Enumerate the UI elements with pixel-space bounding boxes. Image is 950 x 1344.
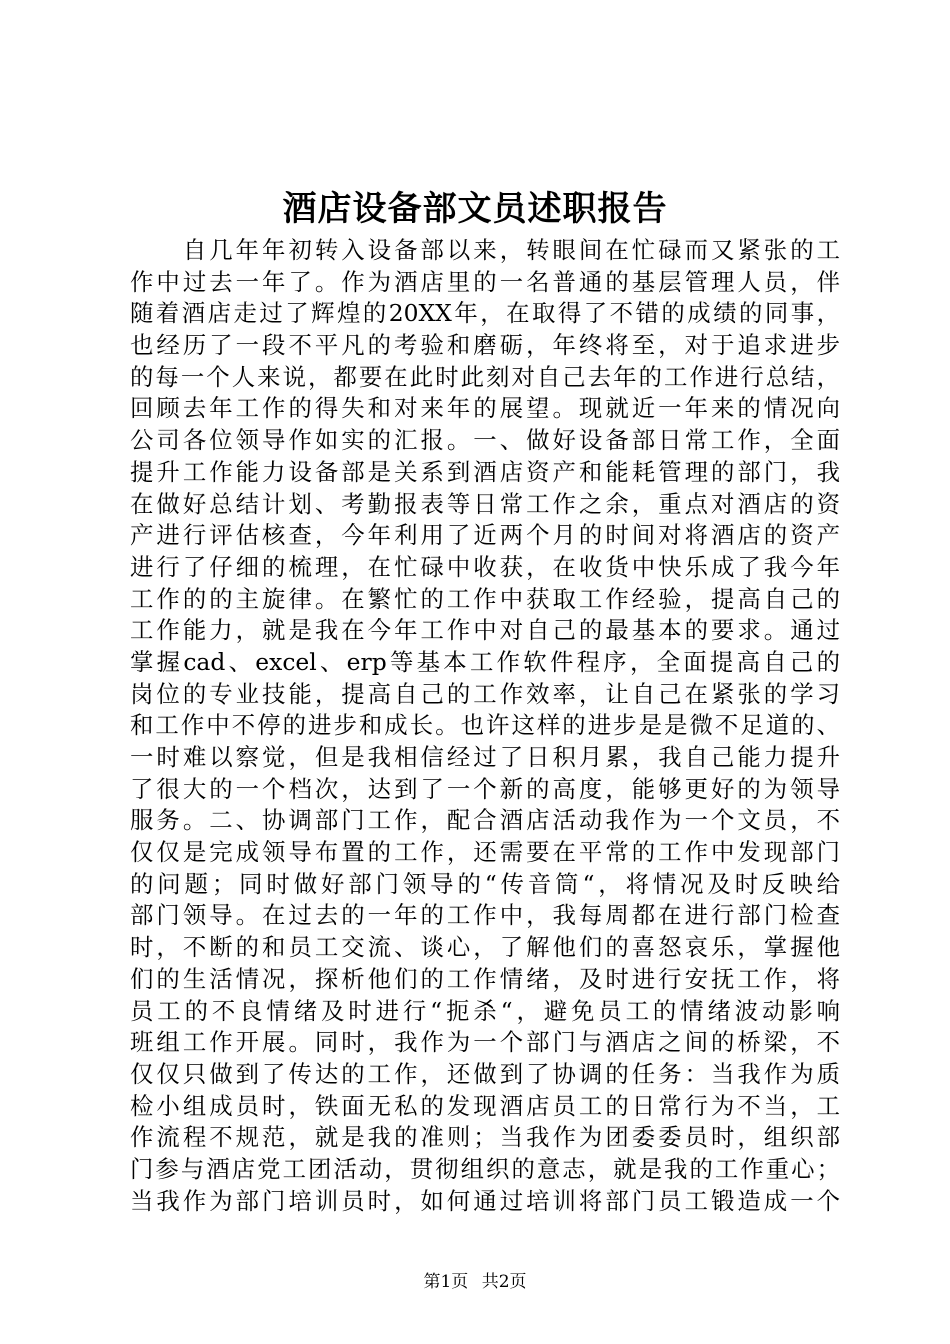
- body-text-line: 自几年年初转入设备部以来，转眼间在忙碌而又紧张的工: [130, 236, 840, 264]
- body-text-line: 仅仅只做到了传达的工作，还做到了协调的任务：当我作为质: [130, 1059, 840, 1088]
- body-text-line: 回顾去年工作的得失和对来年的展望。现就近一年来的情况向: [130, 394, 840, 423]
- body-text-line: 和工作中不停的进步和成长。也许这样的进步是是微不足道的、: [130, 711, 840, 740]
- body-text-line: 员工的不良情绪及时进行“扼杀“，避免员工的情绪波动影响: [130, 996, 840, 1025]
- body-text-line: 掌握cad、excel、erp等基本工作软件程序，全面提高自己的: [130, 647, 840, 676]
- body-text-line: 工作的的主旋律。在繁忙的工作中获取工作经验，提高自己的: [130, 584, 840, 613]
- document-title: 酒店设备部文员述职报告: [282, 189, 668, 229]
- body-text-line: 作流程不规范，就是我的准则；当我作为团委委员时，组织部: [130, 1123, 840, 1152]
- body-text-line: 当我作为部门培训员时，如何通过培训将部门员工锻造成一个: [130, 1186, 840, 1215]
- body-text-line: 的每一个人来说，都要在此时此刻对自己去年的工作进行总结，: [130, 362, 840, 391]
- body-text-line: 服务。二、协调部门工作，配合酒店活动我作为一个文员，不: [130, 806, 840, 835]
- body-text-line: 的问题；同时做好部门领导的“传音筒“，将情况及时反映给: [130, 869, 840, 898]
- body-text-line: 工作能力，就是我在今年工作中对自己的最基本的要求。通过: [130, 616, 840, 645]
- body-text-line: 在做好总结计划、考勤报表等日常工作之余，重点对酒店的资: [130, 489, 840, 518]
- document-body: [130, 235, 840, 1217]
- body-text-line: 仅仅是完成领导布置的工作，还需要在平常的工作中发现部门: [130, 838, 840, 867]
- body-text-line: 时，不断的和员工交流、谈心，了解他们的喜怒哀乐，掌握他: [130, 933, 840, 962]
- page-number-total: 共2页: [481, 1272, 527, 1292]
- body-text-line: 随着酒店走过了辉煌的20XX年，在取得了不错的成绩的同事，: [130, 299, 840, 328]
- body-text-line: 也经历了一段不平凡的考验和磨砺，年终将至，对于追求进步: [130, 331, 840, 360]
- body-text-line: 公司各位领导作如实的汇报。一、做好设备部日常工作，全面: [130, 426, 840, 455]
- body-text-line: 部门领导。在过去的一年的工作中，我每周都在进行部门检查: [130, 901, 840, 930]
- body-text-line: 了很大的一个档次，达到了一个新的高度，能够更好的为领导: [130, 774, 840, 803]
- body-text-line: 岗位的专业技能，提高自己的工作效率，让自己在紧张的学习: [130, 679, 840, 708]
- body-text-line: 产进行评估核查，今年利用了近两个月的时间对将酒店的资产: [130, 521, 840, 550]
- page-footer: [0, 1270, 950, 1294]
- body-text-line: 检小组成员时，铁面无私的发现酒店员工的日常行为不当，工: [130, 1091, 840, 1120]
- body-text-line: 们的生活情况，探析他们的工作情绪，及时进行安抚工作，将: [130, 964, 840, 993]
- body-text-line: 班组工作开展。同时，我作为一个部门与酒店之间的桥梁，不: [130, 1028, 840, 1057]
- body-text-line: 作中过去一年了。作为酒店里的一名普通的基层管理人员，伴: [130, 267, 840, 296]
- body-text-line: 提升工作能力设备部是关系到酒店资产和能耗管理的部门，我: [130, 457, 840, 486]
- page-number-current: 第1页: [423, 1272, 469, 1292]
- body-text-line: 门参与酒店党工团活动，贯彻组织的意志，就是我的工作重心；: [130, 1154, 840, 1183]
- body-text-line: 进行了仔细的梳理，在忙碌中收获，在收货中快乐成了我今年: [130, 552, 840, 581]
- body-text-line: 一时难以察觉，但是我相信经过了日积月累，我自己能力提升: [130, 743, 840, 771]
